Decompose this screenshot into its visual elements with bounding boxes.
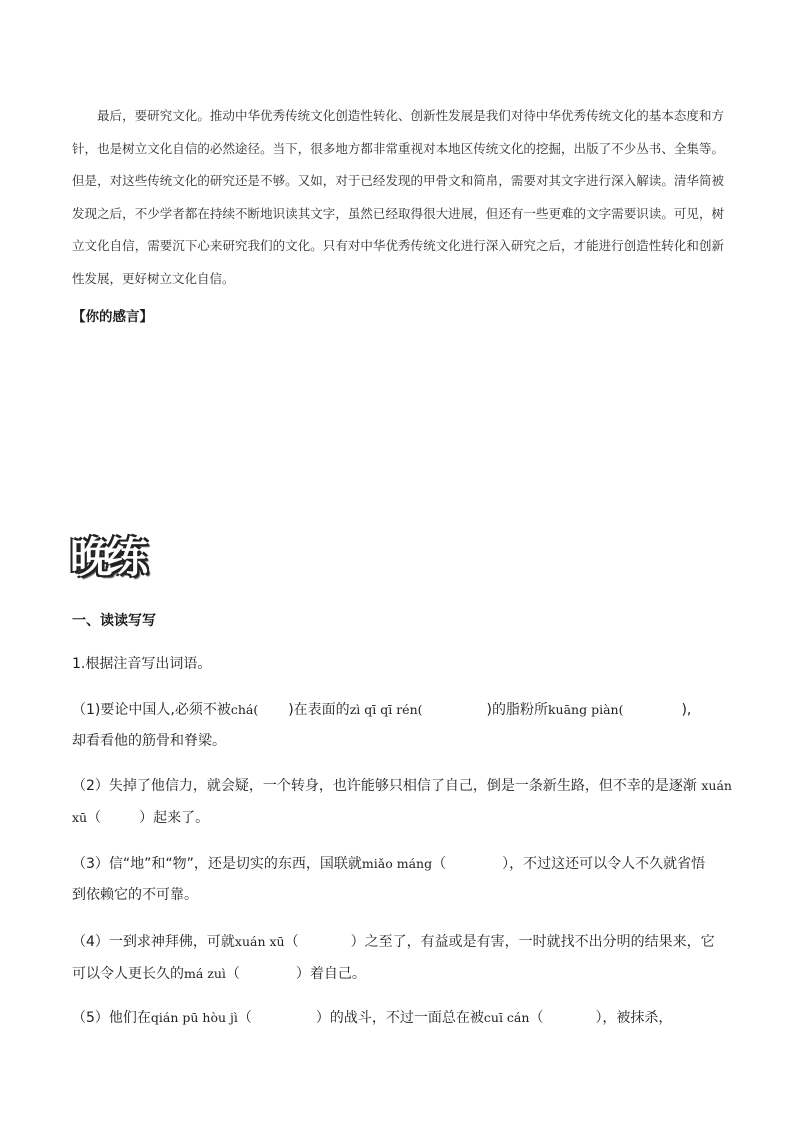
item-4-text-b: （ (284, 934, 299, 950)
item-2-text-c: ）起来了。 (139, 810, 210, 826)
item-1-text-d: ), (681, 702, 692, 718)
item-1-text-b: )在表面的 (288, 702, 350, 718)
question-item-2 (72, 770, 732, 834)
item-3-line-1 (72, 848, 732, 880)
item-1-text-a: （1)要论中国人,必须不被 (72, 702, 231, 718)
item-2-pinyin-2: xū (72, 810, 88, 825)
item-5-text-c: ）的战斗，不过一面总在被 (315, 1010, 484, 1026)
item-1-line-1 (72, 694, 732, 726)
item-4-line-1 (72, 926, 732, 958)
instruction: 1.根据注音写出词语。 (72, 656, 212, 672)
item-1-text-c: )的脂粉所 (486, 702, 548, 718)
item-4-pinyin-2: má zuì (184, 966, 226, 981)
item-4-pinyin-1: xuán xū (234, 934, 285, 949)
item-1-pinyin-3: kuāng piàn( (547, 702, 624, 717)
item-4-line-2 (72, 958, 732, 990)
item-2-line-1 (72, 770, 732, 802)
logo-text: 晚练 (70, 533, 143, 582)
item-1-pinyin-2: zì qī qī rén( (349, 702, 423, 717)
item-5-pinyin-2: cuī cán (483, 1010, 530, 1025)
item-3-text-a: （3）信“地”和“物”，还是切实的东西，国联就 (72, 856, 362, 872)
question-item-3 (72, 848, 732, 911)
item-4-text-d: 可以令人更长久的 (72, 966, 184, 982)
question-item-1 (72, 694, 732, 757)
item-5-line-1 (72, 1002, 732, 1034)
question-item-5 (72, 1002, 732, 1034)
section-title: 一、读读写写 (72, 613, 156, 629)
item-5-text-b: （ (237, 1010, 252, 1026)
item-1-pinyin-1: chá( (230, 702, 259, 717)
item-4-text-e: （ (225, 966, 240, 982)
essay-paragraph: 最后，要研究文化。推动中华优秀传统文化创造性转化、创新性发展是我们对待中华优秀传统文化的基本态度和方针，也是树立文化自信的必然途径。当下，很多地方都非常重视对本地区传统文化的挖掘，出版了不少丛书、全集等。但是，对这些传统文化的研究还是不够。又如，对于已经发现的甲骨文和简帛，需要对其文字进行深入解读。清华简被发现之后，不少学者都在持续不断地识读其文字，虽然已经取得很大进展，但还有一些更难的文字需要识读。可见，树立文化自信，需要沉下心来研究我们的文化。只有对中华优秀传统文化进行深入研究之后，才能进行创造性转化和创新性发展，更好树立文化自信。 (72, 108, 724, 286)
item-4-text-a: （4）一到求神拜佛，可就 (72, 934, 235, 950)
evening-practice-logo (70, 532, 172, 584)
question-item-4 (72, 926, 732, 990)
item-5-pinyin-1: qián pū hòu jì (150, 1010, 238, 1025)
item-1-line-2: 却看看他的筋骨和脊梁。 (72, 733, 226, 749)
item-4-text-c: ）之至了，有益或是有害，一时就找不出分明的结果来，它 (350, 934, 715, 950)
item-2-text-a: （2）失掉了他信力，就会疑，一个转身，也许能够只相信了自己，倒是一条新生路，但不幸的是逐渐 (72, 778, 697, 794)
your-thoughts-heading: 【你的感言】 (72, 309, 153, 325)
item-5-text-d: （ (529, 1010, 544, 1026)
item-3-text-b: （ (432, 856, 447, 872)
item-3-pinyin-1: miǎo máng (361, 856, 433, 871)
item-5-text-e: ），被抹杀， (595, 1010, 673, 1026)
item-5-text-a: （5）他们在 (72, 1010, 151, 1026)
item-2-line-2 (72, 802, 732, 834)
item-4-text-f: ）着自己。 (295, 966, 366, 982)
item-2-text-b: （ (87, 810, 102, 826)
item-2-pinyin-1: xuán (701, 778, 732, 793)
item-3-text-c: ），不过这还可以令人不久就省悟 (502, 856, 706, 872)
item-3-line-2: 到依赖它的不可靠。 (72, 887, 198, 903)
